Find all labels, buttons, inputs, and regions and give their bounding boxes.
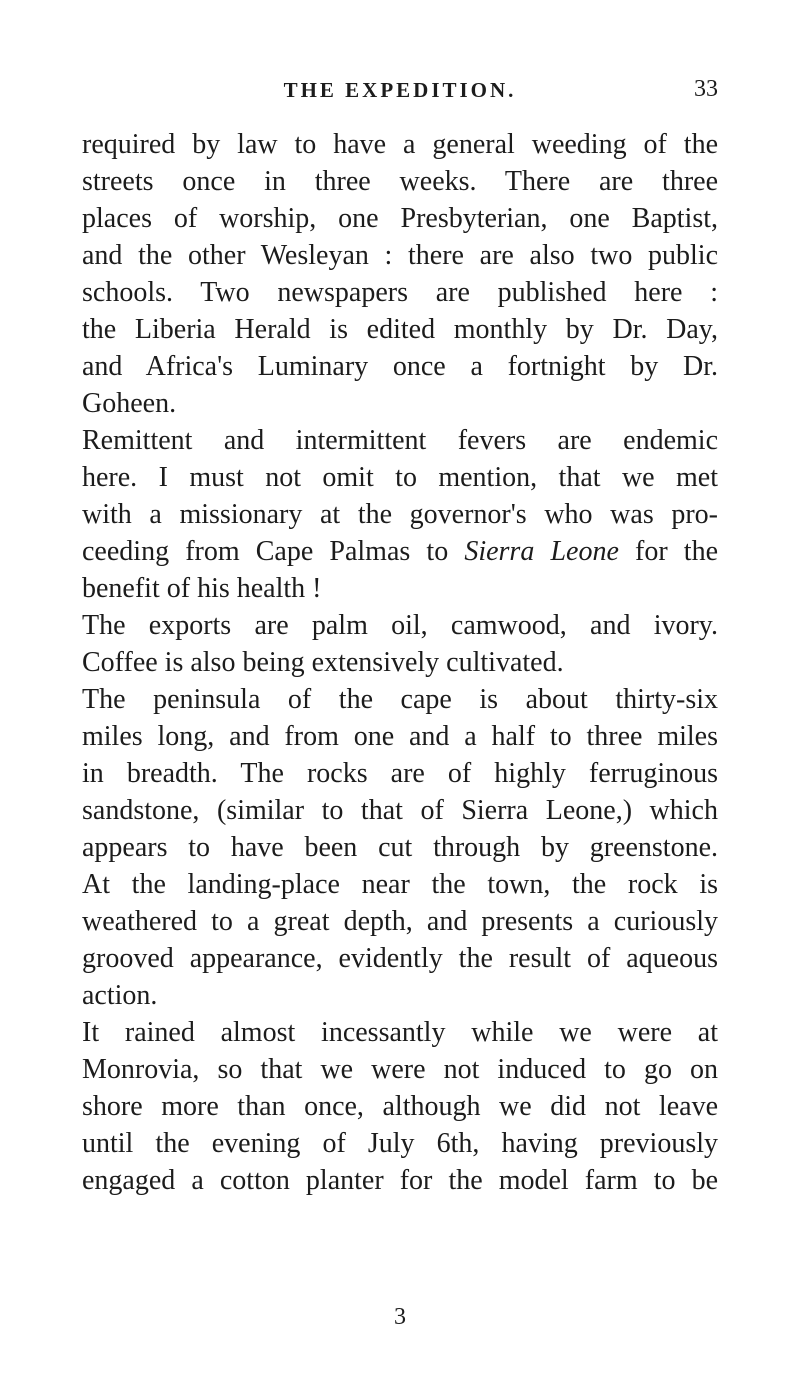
text-line — [82, 311, 718, 348]
text-line — [82, 681, 718, 718]
text-line-content: miles long, and from one and a half to three miles — [82, 721, 718, 752]
body-text — [82, 126, 718, 1199]
text-line-content: Remittent and intermittent fevers are endemic — [82, 425, 718, 456]
text-line — [82, 866, 718, 903]
text-line-content: with a missionary at the governor's who was pro- — [82, 499, 718, 530]
text-line — [82, 903, 718, 940]
text-line — [82, 1125, 718, 1162]
text-line — [82, 385, 718, 422]
text-line-content: sandstone, (similar to that of Sierra Leone,) which — [82, 795, 718, 826]
text-line — [82, 1162, 718, 1199]
text-line — [82, 1088, 718, 1125]
text-line-content: and the other Wesleyan : there are also two public — [82, 240, 718, 271]
text-line — [82, 459, 718, 496]
text-line — [82, 644, 718, 681]
text-line-content: benefit of his health ! — [82, 573, 322, 604]
text-line — [82, 755, 718, 792]
text-line-content: At the landing-place near the town, the rock is — [82, 869, 718, 900]
text-line — [82, 200, 718, 237]
text-line-content: grooved appearance, evidently the result of aqueous — [82, 943, 718, 974]
text-line-content: appears to have been cut through by greenstone. — [82, 832, 718, 863]
text-line — [82, 422, 718, 459]
text-line-content: action. — [82, 980, 158, 1011]
text-line — [82, 940, 718, 977]
text-line — [82, 496, 718, 533]
text-line-content: places of worship, one Presbyterian, one Baptist, — [82, 203, 718, 234]
text-line-content: here. I must not omit to mention, that we met — [82, 462, 718, 493]
text-line-content: engaged a cotton planter for the model farm to be — [82, 1165, 718, 1196]
text-line — [82, 237, 718, 274]
text-line — [82, 792, 718, 829]
running-head — [82, 72, 718, 112]
text-line — [82, 718, 718, 755]
text-line-content: until the evening of July 6th, having previously — [82, 1128, 718, 1159]
text-line-content: and Africa's Luminary once a fortnight by Dr. — [82, 351, 718, 382]
text-line-content: the Liberia Herald is edited monthly by Dr. Day, — [82, 314, 718, 345]
text-line — [82, 829, 718, 866]
text-line — [82, 126, 718, 163]
text-line-content: The exports are palm oil, camwood, and ivory. — [82, 610, 718, 641]
running-title: THE EXPEDITION. — [283, 78, 517, 102]
text-line-content: Monrovia, so that we were not induced to go on — [82, 1054, 718, 1085]
text-line-content: streets once in three weeks. There are three — [82, 166, 718, 197]
text-line-content: schools. Two newspapers are published here : — [82, 277, 718, 308]
text-line — [82, 274, 718, 311]
italic-place-name: Sierra Leone — [464, 536, 619, 567]
text-line-content: required by law to have a general weeding of the — [82, 129, 718, 160]
text-line — [82, 977, 718, 1014]
text-line — [82, 570, 718, 607]
text-line — [82, 1051, 718, 1088]
signature-mark: 3 — [394, 1304, 406, 1330]
text-line-content: ceeding from Cape Palmas to — [82, 536, 465, 567]
text-line-content: in breadth. The rocks are of highly ferruginous — [82, 758, 718, 789]
text-line-content: for the — [618, 536, 718, 567]
text-line-content: shore more than once, although we did not leave — [82, 1091, 718, 1122]
text-line — [82, 163, 718, 200]
text-line — [82, 348, 718, 385]
page-number: 33 — [694, 76, 718, 102]
text-line-content: Coffee is also being extensively cultivated. — [82, 647, 564, 678]
text-line-content: weathered to a great depth, and presents a curiously — [82, 906, 718, 937]
text-line — [82, 607, 718, 644]
text-line-content: The peninsula of the cape is about thirty-six — [82, 684, 718, 715]
text-line-content: Goheen. — [82, 388, 177, 419]
text-line — [82, 1014, 718, 1051]
text-line-content: It rained almost incessantly while we were at — [82, 1017, 718, 1048]
text-line — [82, 533, 718, 570]
